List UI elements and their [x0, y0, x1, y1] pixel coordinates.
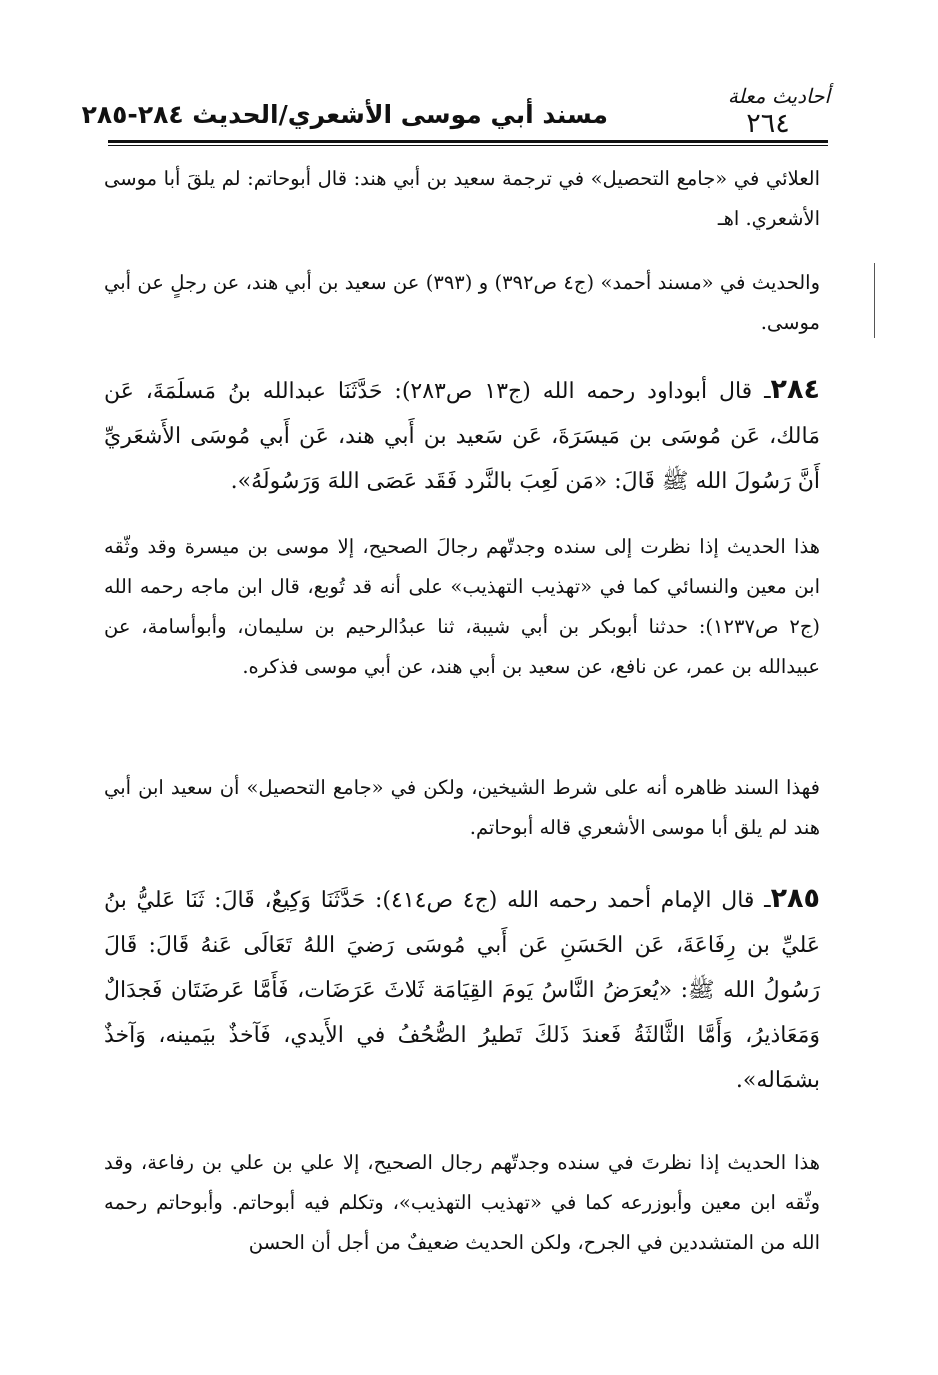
hadith-number-285: ٢٨٥	[770, 883, 821, 914]
hadith-285	[104, 876, 820, 1103]
hadith-284-text: ـ قال أبوداود رحمه الله (ج١٣ ص٢٨٣): حَدَّثَنَا عبدالله بنُ مَسلَمَةَ، عَن مَالك، عَن مُوسَى بن مَيسَرَةَ، عَن سَعيد بن أَبي هند، عَن أَبي مُوسَى الأَشعَريِّ أَنَّ رَسُولَ الله ﷺ قَالَ: «مَن لَعِبَ بالنَّرد فَقَد عَصَى اللهَ وَرَسُولَهُ».	[104, 379, 820, 494]
hadith-285-text: ـ قال الإمام أحمد رحمه الله (ج٤ ص٤١٤): حَدَّثَنَا وَكِيعٌ، قَالَ: ثَنَا عَليُّ بنُ عَليِّ بن رِفَاعَةَ، عَن الحَسَنِ عَن أَبي مُوسَى رَضيَ اللهُ تَعَالَى عَنهُ قَالَ: قَالَ رَسُولُ الله ﷺ: «يُعرَضُ النَّاسُ يَومَ القِيَامَة ثَلاثَ عَرَضَات، فَأَمَّا عَرضَتَان فَجدَالٌ وَمَعَاذيرُ، وَأَمَّا الثَّالثَةُ فَعندَ ذَلكَ تَطيرُ الصُّحُفُ في الأَيدي، فَآخذٌ بيَمينه، وَآخذٌ بشمَاله».	[104, 888, 820, 1093]
page-header-title: مسند أبي موسى الأشعري/الحديث ٢٨٤-٢٨٥	[81, 100, 608, 129]
hadith-number-284: ٢٨٤	[770, 374, 820, 405]
paragraph-3: هذا الحديث إذا نظرت إلى سنده وجدتّهم رجالَ الصحيح، إلا موسى بن ميسرة وقد وثّقه ابن معين والنسائي كما في «تهذيب التهذيب» على أنه قد تُوبع، قال ابن ماجه رحمه الله (ج٢ ص١٢٣٧): حدثنا أبوبكر بن أبي شيبة، ثنا عبدُالرحيم بن سليمان، وأبوأسامة، عن عبيدالله بن عمر، عن نافع، عن سعيد بن أبي هند، عن أبي موسى فذكره.	[104, 535, 821, 678]
hadith-284	[104, 367, 820, 504]
page-number: ٢٦٤	[746, 108, 790, 139]
paragraph-4: فهذا السند ظاهره أنه على شرط الشيخين، ولكن في «جامع التحصيل» أن سعيد ابن أبي هند لم يلق أبا موسى الأشعري قاله أبوحاتم.	[104, 776, 820, 839]
header-rule	[108, 140, 828, 146]
paragraph-5: هذا الحديث إذا نظرتَ في سنده وجدتّهم رجال الصحيح، إلا علي بن علي بن رفاعة، وقد وثّقه ابن معين وأبوزرعه كما في «تهذيب التهذيب»، وتكلم فيه أبوحاتم. وأبوحاتم رحمه الله من المتشددين في الجرح، ولكن الحديث ضعيفٌ من أجل أن الحسن	[104, 1151, 820, 1254]
paragraph-1: العلائي في «جامع التحصيل» في ترجمة سعيد بن أبي هند: قال أبوحاتم: لم يلقَ أبا موسى الأشعري. اهـ	[104, 167, 820, 230]
margin-note: أحاديث معلة	[727, 84, 830, 108]
margin-mark	[874, 263, 875, 338]
paragraph-2: والحديث في «مسند أحمد» (ج٤ ص٣٩٢) و (٣٩٣) عن سعيد بن أبي هند، عن رجلٍ عن أبي موسى.	[104, 271, 820, 334]
